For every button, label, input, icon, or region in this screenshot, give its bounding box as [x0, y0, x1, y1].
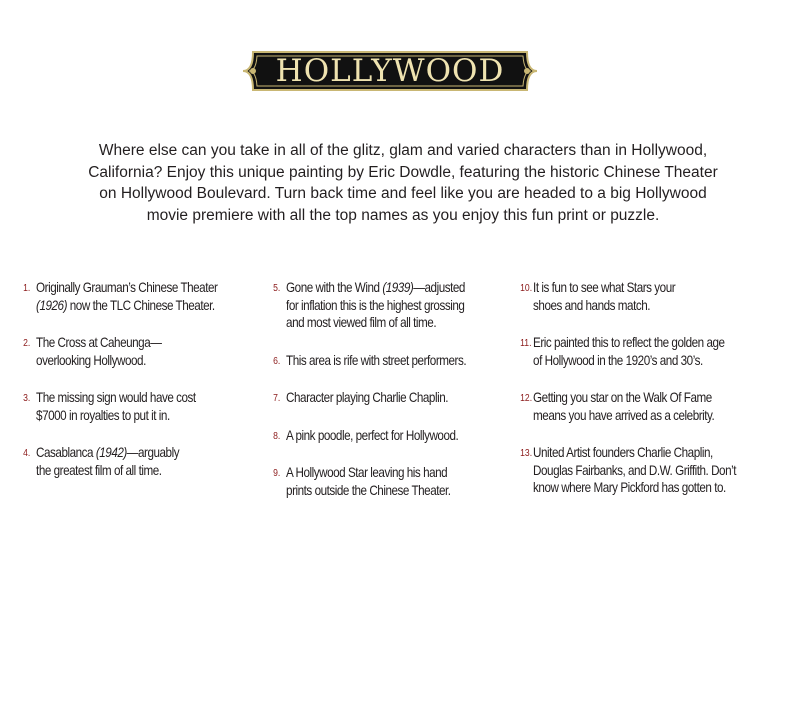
hollywood-logo	[237, 46, 543, 96]
intro-line: movie premiere with all the top names as you enjoy this fun print or puzzle.	[146, 206, 660, 224]
fact-text: —adjusted	[413, 280, 465, 295]
fact-number: 3.	[23, 393, 31, 404]
facts-column-3	[521, 279, 761, 497]
fact-line: know where Mary Pickford has gotten to.	[533, 480, 726, 495]
intro-line: California? Enjoy this unique painting by Eric Dowdle, featuring the historic Chinese Theater	[88, 163, 718, 181]
fact-line: means you have arrived as a celebrity.	[533, 407, 715, 423]
fact-line: This area is rife with street performers.	[286, 352, 467, 368]
fact-item-3	[24, 389, 260, 424]
fact-text: now the TLC Chinese Theater.	[67, 297, 215, 313]
facts-column-2	[274, 279, 504, 499]
intro-paragraph	[70, 140, 736, 226]
facts-column-1	[24, 279, 244, 479]
fact-number: 2.	[23, 338, 31, 349]
fact-line: for inflation this is the highest grossing	[286, 297, 465, 313]
intro-line: Where else can you take in all of the glitz, glam and varied characters than in Hollywood,	[98, 142, 708, 159]
fact-item-7	[274, 389, 510, 407]
fact-line: A pink poodle, perfect for Hollywood.	[286, 427, 459, 443]
fact-number: 4.	[23, 448, 31, 459]
fact-number: 9.	[273, 468, 281, 479]
fact-item-11	[521, 334, 757, 369]
fact-item-13	[521, 444, 757, 497]
fact-line: and most viewed film of all time.	[286, 315, 437, 330]
fact-number: 10.	[520, 283, 533, 294]
fact-item-4	[24, 444, 260, 479]
fact-line: The missing sign would have cost	[36, 390, 196, 405]
fact-number: 11.	[520, 338, 532, 349]
fact-line: the greatest film of all time.	[36, 462, 162, 478]
fact-year: (1942)	[95, 445, 127, 460]
fact-line: A Hollywood Star leaving his hand	[286, 465, 448, 480]
fact-line: United Artist founders Charlie Chaplin,	[533, 445, 713, 460]
logo-title: HOLLYWOOD	[275, 53, 505, 89]
fact-text: Casablanca	[36, 445, 96, 460]
fact-item-5	[274, 279, 510, 332]
fact-number: 8.	[273, 430, 281, 442]
fact-item-9	[274, 464, 510, 499]
fact-number: 7.	[273, 393, 281, 404]
fact-number: 5.	[273, 283, 281, 294]
fact-line	[36, 297, 260, 315]
fact-line: Character playing Charlie Chaplin.	[286, 390, 449, 405]
fact-line: Originally Grauman’s Chinese Theater	[36, 280, 218, 295]
fact-number: 1.	[23, 283, 31, 294]
fact-item-2	[24, 334, 260, 369]
fact-text: Gone with the Wind	[286, 280, 383, 295]
fact-item-1	[24, 279, 260, 314]
fact-item-10	[521, 279, 757, 314]
fact-year: (1939)	[382, 280, 414, 295]
fact-item-12	[521, 389, 757, 424]
fact-number: 12.	[520, 393, 533, 404]
fact-item-6	[274, 352, 510, 370]
fact-line: shoes and hands match.	[533, 297, 651, 313]
fact-line: prints outside the Chinese Theater.	[286, 482, 451, 498]
fact-item-8	[274, 427, 510, 445]
fact-line: $7000 in royalties to put it in.	[36, 407, 170, 423]
fact-line: overlooking Hollywood.	[36, 352, 146, 368]
fact-line: Douglas Fairbanks, and D.W. Griffith. Don’t	[533, 462, 736, 478]
intro-line: on Hollywood Boulevard. Turn back time and feel like you are headed to a big Hollywood	[99, 185, 707, 202]
fact-number: 13.	[520, 448, 533, 459]
fact-line	[286, 279, 510, 297]
fact-line: The Cross at Caheunga—	[36, 335, 162, 350]
fact-text: —arguably	[126, 445, 180, 460]
fact-line: Getting you star on the Walk Of Fame	[533, 390, 712, 405]
fact-number: 6.	[273, 355, 281, 367]
fact-line	[36, 444, 260, 462]
fact-year: (1926)	[36, 297, 67, 313]
fact-line: Eric painted this to reflect the golden age	[533, 335, 725, 350]
fact-line: of Hollywood in the 1920’s and 30’s.	[533, 352, 703, 368]
fact-line: It is fun to see what Stars your	[533, 280, 676, 295]
